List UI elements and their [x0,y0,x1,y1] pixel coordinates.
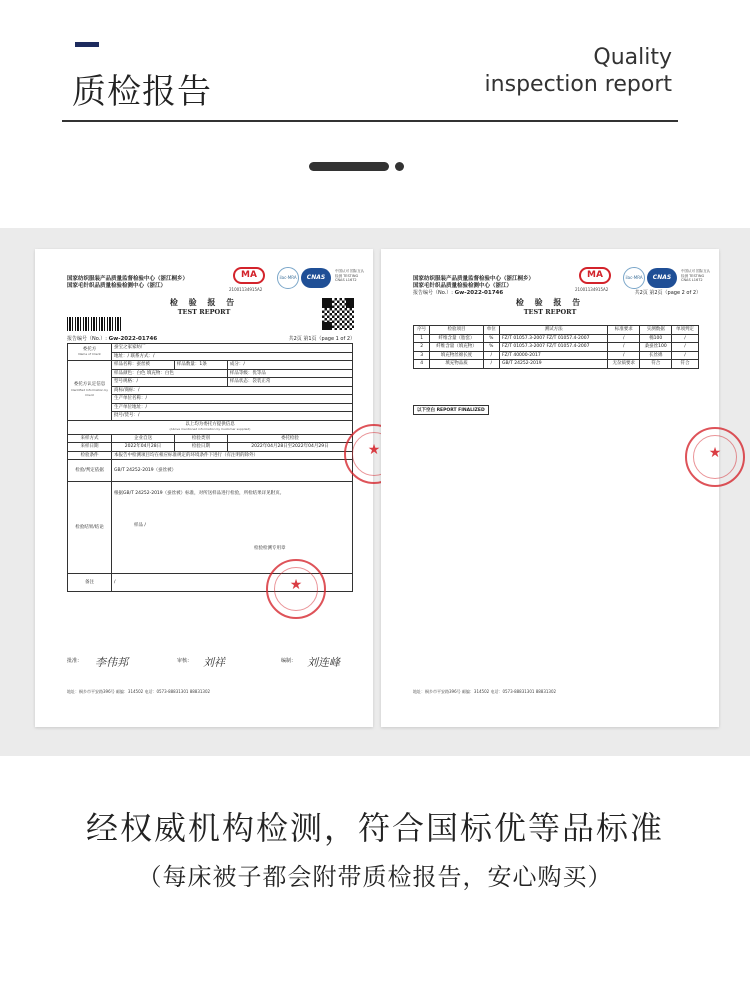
table-cell: / [672,351,699,360]
remark-value: / [112,574,353,592]
table-cell: / [608,351,640,360]
lab-address: 地址：桐乡市平安路396号 邮编：314502 电话：0573-88831301 88831302 [67,689,211,694]
table-row [414,360,699,369]
arrival-label: 来样日期 [68,443,112,452]
conclusion-value: 根据GB/T 24252-2019（蚕丝被）标准，对所送样品进行检验，所检结果详见附页。 [114,491,285,496]
official-seal-icon: ★ [266,559,326,619]
prepared-signature: 刘连峰 [307,656,340,669]
approved-label: 批准： [67,658,83,664]
report-number-2 [413,289,503,296]
prepared-label: 编制： [281,658,297,664]
cnas-side-text: 中国认可 国际互认 检测 TESTING CNAS L1672 [335,269,365,282]
composition: 成分：/ [227,361,352,370]
ilac-logo-2: ilac-MRA [623,267,645,289]
table-cell: 填充物丝绵长度 [430,351,483,360]
sample-name: 样品名称：蚕丝被 [112,361,175,370]
sample-info-label-cell [68,361,112,421]
table-row [414,334,699,343]
results-header-cell: 单项判定 [672,326,699,335]
approved-signature: 李伟邦 [95,656,128,669]
cnas-side-text-2: 中国认可 国际互认 检测 TESTING CNAS L1672 [681,269,711,282]
table-cell: 3 [414,351,430,360]
batch-number: 批号/货号：/ [112,412,353,421]
standard-label: 检验/判定依据 [68,460,112,482]
org-line1: 国家纺织服装产品质量监督检验中心（浙江桐乡） [67,276,189,282]
org-name [67,276,227,290]
report-title: 检 验 报 告 [169,298,239,307]
table-row [414,343,699,352]
table-cell: / [483,351,499,360]
table-cell: 长丝绵 [640,351,672,360]
report-number-value: Gw-2022-01746 [108,336,158,342]
arrival-value: 2022年04月28日 [112,443,175,452]
client-label-en: Name of Client [78,352,101,356]
table-cell: 4 [414,360,430,369]
env-value: 本报告中检测项目均在相应标准规定的环境条件下进行（有注明的除外） [112,451,353,460]
results-header-cell: 测试方法 [499,326,607,335]
test-date-value: 2022年04月28日至2022年04月29日 [227,443,352,452]
table-row [414,351,699,360]
report-page-1 [35,249,381,727]
table-cell: % [483,343,499,352]
cnas-logo: CNAS [301,268,331,288]
org-name-2 [413,276,573,290]
table-cell: 符合 [640,360,672,369]
table-cell: 纤维含量（填充物） [430,343,483,352]
category-label: 检验类别 [174,434,227,443]
qr-code-icon [321,297,355,331]
table-cell: / [672,343,699,352]
conclusion-label: 检验结果/结论 [68,482,112,574]
tagline: 经权威机构检测，符合国标优等品标准 [85,809,664,847]
verified-signature: 刘祥 [203,656,225,669]
stamp-caption: 检验检测专用章 [254,546,286,551]
table-cell: 无杂质要求 [608,360,640,369]
test-date-label: 检验日期 [174,443,227,452]
info-note-cn: 以上均为委托方提供信息 [185,421,235,427]
seal-edge-icon-2: ★ [685,427,745,487]
report-finalized-label: 以下空白 REPORT FINALIZED [413,405,489,415]
lab-address-2: 地址：桐乡市平安路396号 邮编：314502 电话：0573-88831301 88831302 [413,689,557,694]
page-number: 共2页 第1页（page 1 of 2） [288,336,355,342]
report-number-value-2: Gw-2022-01746 [454,290,504,296]
table-cell: GB/T 24252-2019 [499,360,607,369]
results-header-cell: 检验项目 [430,326,483,335]
producer-address: 生产单位地址：/ [112,403,353,412]
table-cell: / [608,343,640,352]
sampling-value: 企业自送 [112,434,175,443]
table-cell: / [483,360,499,369]
client-address: 地址：/ 联系方式：/ [112,352,353,361]
table-cell: % [483,334,499,343]
report-number-label-2: 报告编号（No.）: [413,290,453,296]
trademark: 商标/商标：/ [112,386,353,395]
sample-grade: 样品等级：优等品 [227,369,352,378]
page-number-2: 共2页 第2页（page 2 of 2） [634,290,701,296]
table-cell: 2 [414,343,430,352]
env-label: 检验条件 [68,451,112,460]
seal-edge-icon: ★ [344,424,404,484]
conclusion-cell [112,482,353,574]
title-divider [62,120,678,122]
table-cell: 1 [414,334,430,343]
cnas-logo-2: CNAS [647,268,677,288]
report-title-en: TEST REPORT [177,308,231,316]
producer: 生产单位名称：/ [112,395,353,404]
table-cell: / [672,334,699,343]
client-label-cell [68,344,112,361]
sample-info-label-en: Identified Information by Client [70,387,109,397]
report-title-en-2: TEST REPORT [523,308,577,316]
report-number-label: 报告编号（No.）: [67,336,107,342]
table-cell: / [608,334,640,343]
subline: （每床被子都会附带质检报告，安心购买） [137,863,613,891]
results-header-cell: 单位 [483,326,499,335]
sample-color: 样品颜色：白色 填充物：白色 [112,369,228,378]
cma-logo: MA [233,267,265,284]
table-cell: 填充物品质 [430,360,483,369]
conclusion-sample: 样品 / [134,522,146,528]
verified-label: 审核： [177,658,193,664]
sample-qty: 样品数量：1条 [174,361,227,370]
org-line2: 国家毛针织品质量检验检测中心（浙江） [67,283,167,289]
sampling-label: 来样方式 [68,434,112,443]
title-accent-bar [75,42,99,47]
cma-number-2: 21001134915A2 [575,287,609,292]
results-header-cell: 实测数据 [640,326,672,335]
page-title-en [485,44,672,98]
table-cell: 纤维含量（胎套） [430,334,483,343]
report-title-2: 检 验 报 告 [515,298,585,307]
table-cell: FZ/T 01057.3-2007 FZ/T 01057.4-2007 [499,343,607,352]
category-value: 委托检验 [227,434,352,443]
remark-label: 备注 [68,574,112,592]
table-cell: 桑蚕丝100 [640,343,672,352]
page-title: 质检报告 [72,72,212,112]
results-table [413,325,699,369]
carousel-indicator-dot[interactable] [395,162,404,171]
ilac-logo: ilac-MRA [277,267,299,289]
report-page-2 [381,249,722,727]
carousel-indicator-active[interactable] [309,162,389,171]
report-number [67,335,157,342]
table-cell: 符合 [672,360,699,369]
table-cell: FZ/T 40000-2017 [499,351,607,360]
org-line2-2: 国家毛针织品质量检验检测中心（浙江） [413,283,513,289]
barcode-icon [67,317,123,331]
org-line1-2: 国家纺织服装产品质量监督检验中心（浙江桐乡） [413,276,535,282]
title-en-line1: Quality [593,45,672,70]
title-en-line2: inspection report [484,72,672,97]
client-label: 委托方 [82,346,97,352]
sample-info-label: 委托方认定信息 [73,382,106,387]
cma-logo-2: MA [579,267,611,284]
results-header-cell: 序号 [414,326,430,335]
info-note-en: (Above mentioned information by Customer supplied) [169,427,251,431]
info-note [68,420,353,434]
sample-status: 样品状态：袋装正常 [227,378,352,387]
table-cell: 棉100 [640,334,672,343]
sample-model: 型号规格：/ [112,378,228,387]
cma-number: 21001134915A2 [229,287,263,292]
report-form-table [67,343,353,592]
standard-value: GB/T 24252-2019（蚕丝被） [112,460,353,482]
client-value: 蚕宝之家家纺厂 [112,344,353,353]
results-header-row [414,326,699,335]
results-header-cell: 标准要求 [608,326,640,335]
table-cell: FZ/T 01057.3-2007 FZ/T 01057.4-2007 [499,334,607,343]
